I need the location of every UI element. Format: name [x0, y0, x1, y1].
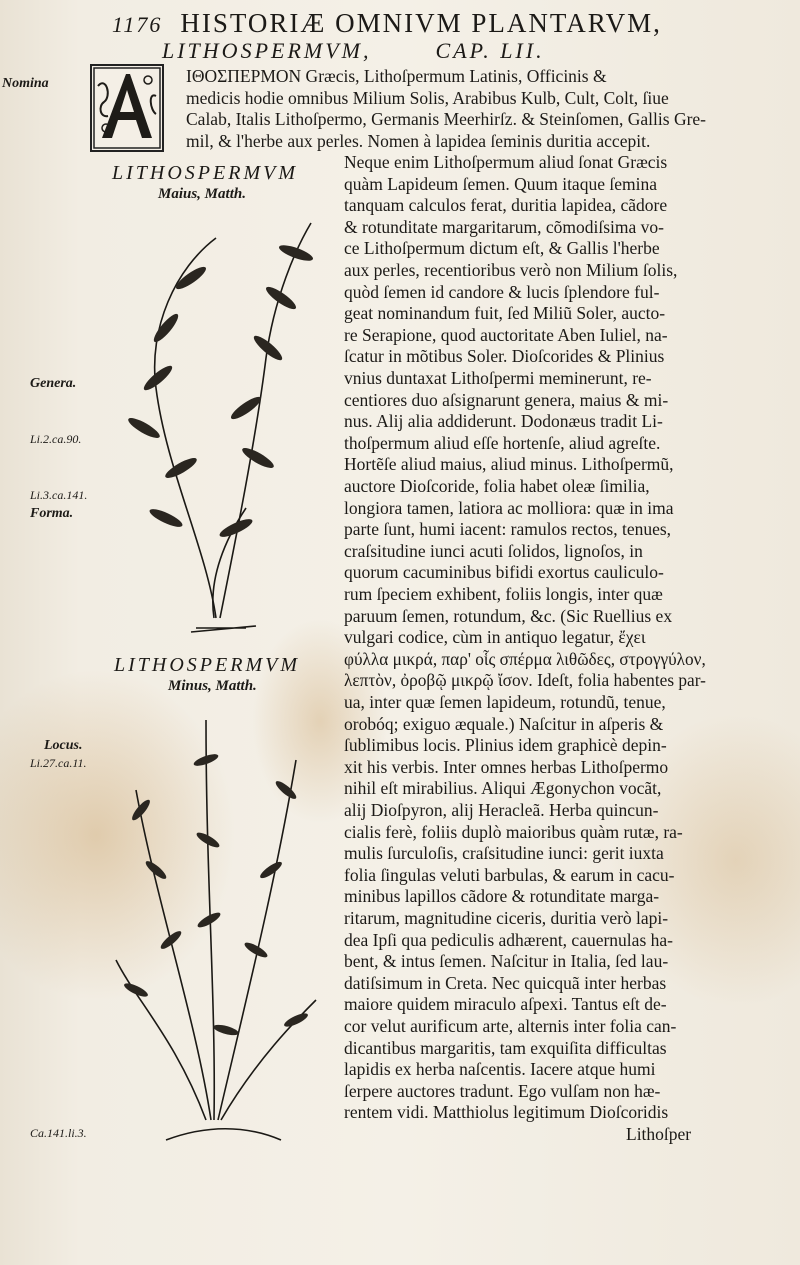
- text-line: & rotunditate margaritarum, cõmodiſsima vo-: [344, 216, 664, 237]
- text-line: lapidis ex herba naſcentis. Iacere atque humi: [344, 1059, 656, 1080]
- text-line: geat nominandum fuit, ſed Miliũ Soler, aucto-: [344, 303, 666, 324]
- text-line: quòd ſemen id candore & lucis ſplendore ful-: [344, 281, 660, 302]
- text-line: orobóq; exiguo æquale.) Naſcitur in aſperis &: [344, 713, 664, 734]
- text-line: dea Ipſi qua pediculis adhærent, cauernulas ha-: [344, 929, 673, 950]
- text-line: craſsitudine iunci acuti ſolidos, lignoſos, in: [344, 540, 643, 561]
- margin-note-nomina: Nomina: [2, 76, 49, 91]
- running-header: [112, 8, 662, 39]
- text-line: Neque enim Lithoſpermum aliud ſonat Græcis: [344, 152, 668, 172]
- text-line: ſublimibus locis. Plinius idem graphicè depin-: [344, 735, 667, 756]
- text-line: ſerpere auctores tradunt. Ego vulſam non hæ-: [344, 1080, 661, 1101]
- text-line: ua, inter quæ ſemen lapideum, rotundũ, tenue,: [344, 692, 666, 712]
- text-line: alij Dioſpyron, alij Heracleã. Herba quincun-: [344, 800, 659, 820]
- margin-note-ref2: Li.3.ca.141.: [30, 488, 88, 502]
- text-line: Lithoſper: [626, 1124, 692, 1144]
- text-line: ΙΘΟΣΠΕΡΜΟΝ Græcis, Lithoſpermum Latinis, Officinis &: [186, 66, 607, 86]
- woodcut-lithospermum-maius: [96, 208, 336, 633]
- text-line: medicis hodie omnibus Milium Solis, Arabibus Kulb, Cult, Colt, ſiue: [186, 87, 669, 108]
- margin-note-genera: Genera.: [30, 376, 77, 391]
- text-line: cialis ferè, foliis duplò maioribus quàm rutæ, ra-: [344, 821, 683, 842]
- figure-major-subtitle: Maius, Matth.: [158, 186, 246, 202]
- text-line: vnius duntaxat Lithoſpermi meminerunt, re-: [344, 368, 652, 388]
- text-line: rum ſpeciem exhibent, foliis longis, inter quæ: [344, 584, 663, 604]
- text-line: ritarum, magnitudine ciceris, duritia verò lapi-: [344, 908, 669, 928]
- text-line: quàm Lapideum ſemen. Quum itaque ſemina: [344, 173, 657, 194]
- text-line: bent, & intus ſemen. Naſcitur in Italia, ſed lau-: [344, 951, 669, 972]
- text-line: tanquam calculos ferat, duritia lapidea, cãdore: [344, 195, 668, 216]
- text-line: xit his verbis. Inter omnes herbas Lithoſpermo: [344, 756, 669, 777]
- margin-note-forma: Forma.: [30, 506, 74, 521]
- text-line: nus. Alij alia addiderunt. Dodonæus tradit Li-: [344, 411, 663, 432]
- text-line: folia ſingulas veluti barbulas, & earum in cacu-: [344, 864, 675, 885]
- text-line: longiora tamen, latiora ac molliora: quæ in ima: [344, 497, 674, 518]
- text-line: auctore Dioſcoride, folia habet oleæ ſimilia,: [344, 476, 650, 496]
- figure-minor-title: LITHOSPERMVM: [114, 654, 300, 676]
- text-line: mil, & l'herbe aux perles. Nomen à lapidea ſeminis duritia accepit.: [186, 130, 651, 151]
- text-line: ce Lithoſpermum dictum eſt, & Gallis l'herbe: [344, 238, 660, 259]
- text-line: re Serapione, quod auctoritate Aben Iuliel, na-: [344, 324, 668, 345]
- drop-cap-a-icon: [92, 66, 162, 150]
- decorated-initial-a: [90, 64, 164, 152]
- text-line: quorum cacuminibus bifidi exortus cauliculo-: [344, 562, 664, 583]
- text-line: rentem vidi. Matthiolus legitimum Dioſcoridis: [344, 1102, 669, 1123]
- text-line: aux perles, recentioribus verò non Milium ſolis,: [344, 260, 678, 280]
- text-line: λεπτὸν, ὀροβῷ μικρῷ ἴσον. Ideſt, folia habentes par-: [344, 670, 706, 691]
- text-line: vulgari codice, cùm in antiquo legatur, ἔχει: [344, 627, 646, 648]
- text-line: paruum ſemen, rotundum, &c. (Sic Ruellius ex: [344, 605, 673, 626]
- text-line: maiore quidem miraculo aſpexi. Tantus eſt de-: [344, 994, 667, 1015]
- woodcut-lithospermum-minus: [96, 700, 336, 1145]
- text-line: minibus lapillos cãdore & rotunditate marga-: [344, 886, 660, 907]
- text-line: Hortẽſe aliud maius, aliud minus. Lithoſpermũ,: [344, 454, 674, 475]
- text-line: ſcatur in mõtibus Soler. Dioſcorides & Plinius: [344, 346, 665, 367]
- figure-major-title: LITHOSPERMVM: [112, 162, 298, 184]
- chapter-number: CAP. LII.: [435, 38, 545, 63]
- section-title: LITHOSPERMVM,: [162, 38, 372, 63]
- text-line: nihil eſt mirabilius. Aliqui Ægonychon vocãt,: [344, 778, 662, 799]
- margin-note-ref3: Li.27.ca.11.: [30, 756, 87, 770]
- header-title: HISTORIÆ OMNIVM PLANTARVM,: [180, 8, 662, 38]
- margin-note-ref1: Li.2.ca.90.: [30, 432, 82, 446]
- text-line: centiores duo aſsignarunt genera, maius & mi-: [344, 389, 669, 410]
- chapter-heading: [162, 38, 545, 64]
- text-line: cor velut aurificum arte, alternis inter folia can-: [344, 1016, 677, 1036]
- text-line: parte ſunt, humi iacent: ramulos rectos, tenues,: [344, 519, 672, 540]
- text-line: datiſsimum in Creta. Nec quicquã inter herbas: [344, 972, 667, 993]
- text-line: dicantibus margaritis, tam exquiſita difficultas: [344, 1037, 667, 1058]
- text-line: Calab, Italis Lithoſpermo, Germanis Meerhirſz. & Steinſomen, Gallis Gre-: [186, 109, 707, 130]
- figure-minor-subtitle: Minus, Matth.: [168, 678, 257, 694]
- margin-note-ref4: Ca.141.li.3.: [30, 1126, 87, 1140]
- text-line: mulis ſurculoſis, craſsitudine iunci: gerit iuxta: [344, 843, 664, 864]
- text-line: φύλλα μικρά, παρ' οἷς σπέρμα λιθῶδες, στρογγύλον,: [344, 648, 706, 669]
- text-line: thoſpermum aliud eſſe hortenſe, aliud agreſte.: [344, 432, 661, 453]
- page-number: 1176: [112, 12, 163, 37]
- margin-note-locus: Locus.: [44, 738, 83, 753]
